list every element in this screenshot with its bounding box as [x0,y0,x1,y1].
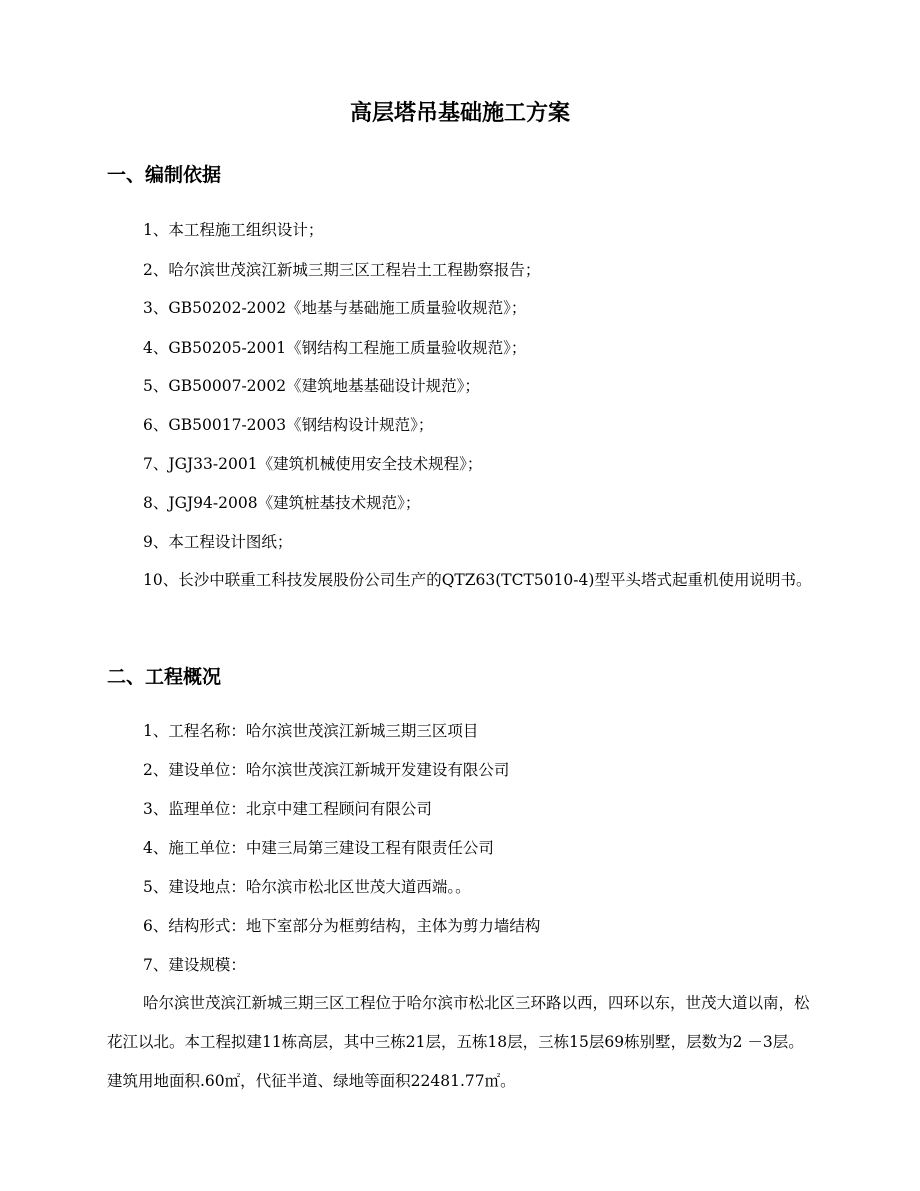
overview-item: 1、工程名称：哈尔滨世茂滨江新城三期三区项目 [143,722,479,740]
basis-item: 4、GB50205-2001《钢结构工程施工质量验收规范》； [143,339,527,357]
section-heading-basis: 一、编制依据 [107,164,222,186]
basis-item: 9、本工程设计图纸； [143,533,293,551]
section-heading-overview: 二、工程概况 [107,666,222,688]
basis-item: 5、GB50007-2002《建筑地基基础设计规范》； [143,377,480,395]
overview-item: 2、建设单位：哈尔滨世茂滨江新城开发建设有限公司 [143,761,510,779]
overview-item: 7、建设规模： [143,956,246,974]
document-title: 高层塔吊基础施工方案 [349,101,570,126]
basis-item: 6、GB50017-2003《钢结构设计规范》； [143,416,434,434]
basis-item: 8、JGJ94-2008《建筑桩基技术规范》； [143,494,421,512]
basis-item: 1、本工程施工组织设计； [143,221,324,239]
basis-item-manual: 10、长沙中联重工科技发展股份公司生产的QTZ63(TCT5010-4)型平头塔式起重机使用说明书。 [143,571,812,589]
overview-item: 6、结构形式：地下室部分为框剪结构，主体为剪力墙结构 [143,917,541,935]
basis-item: 7、JGJ33-2001《建筑机械使用安全技术规程》； [143,455,483,473]
overview-item: 4、施工单位：中建三局第三建设工程有限责任公司 [143,839,494,857]
basis-item: 3、GB50202-2002《地基与基础施工质量验收规范》； [143,299,527,317]
scale-paragraph: 哈尔滨世茂滨江新城三期三区工程位于哈尔滨市松北区三环路以西，四环以东，世茂大道以南，松花江以北。本工程拟建11栋高层，其中三栋21层，五栋18层，三栋15层69栋别墅，层数为2 －3层。建筑用地面积.60㎡，代征半道、绿地等面积22481.77㎡。 [107,994,810,1090]
overview-item: 3、监理单位：北京中建工程顾问有限公司 [143,800,432,818]
overview-item: 5、建设地点：哈尔滨市松北区世茂大道西端。。 [143,878,471,896]
basis-item: 2、哈尔滨世茂滨江新城三期三区工程岩土工程勘察报告； [143,261,541,279]
